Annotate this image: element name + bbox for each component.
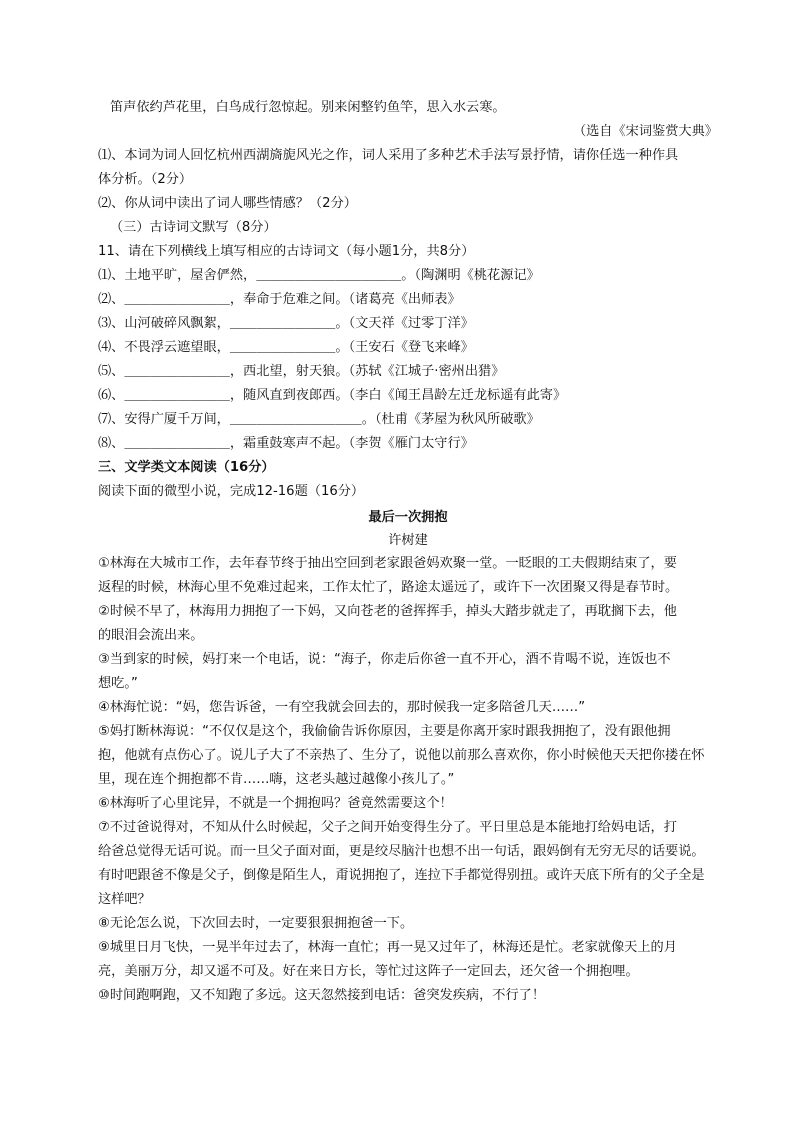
story-paragraph-line: ③当到家的时候，妈打来一个电话，说：“海子，你走后你爸一直不开心，酒不肯喝不说，连饭也不 xyxy=(98,652,671,667)
story-paragraph-line: 返程的时候，林海心里不免难过起来，工作太忙了，路途太遥远了，或许下一次团聚又得是春节时。 xyxy=(98,580,679,595)
question-11-title: 11、请在下列横线上填写相应的古诗词文（每小题1分，共8分） xyxy=(98,244,475,259)
fill-item: ⑺、安得广厦千万间，＿＿＿＿＿＿＿＿＿＿。（杜甫《茅屋为秋风所破歌》 xyxy=(98,412,540,427)
poem-source: （选自《宋词鉴赏大典》 xyxy=(572,124,718,139)
story-paragraph-line: 的眼泪会流出来。 xyxy=(98,628,204,643)
fill-item: ⑻、＿＿＿＿＿＿＿＿，霜重鼓寒声不起。（李贺《雁门太守行》 xyxy=(98,436,474,451)
story-paragraph-line: 抱，他就有点伤心了。说儿子大了不亲热了、生分了，说他以前那么喜欢你，你小时候他天天把你搂在怀 xyxy=(98,748,705,763)
poem-tail: 笛声依约芦花里，白鸟成行忽惊起。别来闲整钓鱼竿，思入水云寒。 xyxy=(110,100,506,115)
story-title: 最后一次拥抱 xyxy=(368,510,448,525)
question-1-line2: 体分析。（2分） xyxy=(98,172,193,187)
section-3-title: （三）古诗词文默写（8分） xyxy=(110,220,277,235)
story-paragraph-line: 亮，美丽万分，却又遥不可及。好在来日方长，等忙过这阵子一定回去，还欠爸一个拥抱哩。 xyxy=(98,964,639,979)
fill-item: ⑴、土地平旷，屋舍俨然，＿＿＿＿＿＿＿＿＿＿＿。（陶渊明《桃花源记》 xyxy=(98,268,540,283)
question-1-line1: ⑴、本词为词人回忆杭州西湖旖旎风光之作，词人采用了多种艺术手法写景抒情，请你任选一种作具 xyxy=(98,148,679,163)
story-paragraph-line: ⑧无论怎么说，下次回去时，一定要狠狠拥抱爸一下。 xyxy=(98,916,414,931)
story-paragraph-line: ⑤妈打断林海说：“不仅仅是这个，我偷偷告诉你原因，主要是你离开家时跟我拥抱了，没有跟他拥 xyxy=(98,724,671,739)
story-paragraph-line: ①林海在大城市工作，去年春节终于抽出空回到老家跟爸妈欢聚一堂。一眨眼的工夫假期结束了，要 xyxy=(98,556,677,571)
story-paragraph-line: ②时候不早了，林海用力拥抱了一下妈，又向苍老的爸挥挥手，掉头大踏步就走了，再耽搁下去，他 xyxy=(98,604,677,619)
fill-item: ⑷、不畏浮云遮望眼，＿＿＿＿＿＿＿＿。（王安石《登飞来峰》 xyxy=(98,340,474,355)
fill-item: ⑶、山河破碎风飘絮，＿＿＿＿＿＿＿＿。（文天祥《过零丁洋》 xyxy=(98,316,474,331)
section-literary-title: 三、文学类文本阅读（16分） xyxy=(98,460,275,475)
story-paragraph-line: 里，现在连个拥抱都不肯……嗨，这老头越过越像小孩儿了。” xyxy=(98,772,455,787)
story-paragraph-line: 这样吧？ xyxy=(98,892,151,907)
question-2: ⑵、你从词中读出了词人哪些情感？（2分） xyxy=(98,196,357,211)
fill-item: ⑵、＿＿＿＿＿＿＿＿，奉命于危难之间。（诸葛亮《出师表》 xyxy=(98,292,461,307)
story-paragraph-line: ⑥林海听了心里诧异，不就是一个拥抱吗？爸竟然需要这个！ xyxy=(98,796,453,811)
story-paragraph-line: ④林海忙说：“妈，您告诉爸，一有空我就会回去的，那时候我一定多陪爸几天……” xyxy=(98,700,586,715)
story-paragraph-line: 给爸总觉得无话可说。而一旦父子面对面，更是绞尽脑汁也想不出一句话，跟妈倒有无穷无尽的话要说。 xyxy=(98,844,705,859)
fill-item: ⑹、＿＿＿＿＿＿＿＿，随风直到夜郎西。（李白《闻王昌龄左迁龙标遥有此寄》 xyxy=(98,388,567,403)
fill-item: ⑸、＿＿＿＿＿＿＿＿，西北望，射天狼。（苏轼《江城子·密州出猎》 xyxy=(98,364,505,379)
story-author: 许树建 xyxy=(388,533,428,548)
story-paragraph-line: ⑦不过爸说得对，不知从什么时候起，父子之间开始变得生分了。平日里总是本能地打给妈电话，打 xyxy=(98,820,677,835)
reading-instruction: 阅读下面的微型小说，完成12-16题（16分） xyxy=(98,484,365,499)
story-paragraph-line: 有时吧跟爸不像是父子，倒像是陌生人，甭说拥抱了，连拉下手都觉得别扭。或许天底下所有的父子全是 xyxy=(98,868,705,883)
story-paragraph-line: ⑩时间跑啊跑，又不知跑了多远。这天忽然接到电话：爸突发疾病，不行了！ xyxy=(98,988,546,1003)
story-paragraph-line: 想吃。” xyxy=(98,676,138,691)
story-paragraph-line: ⑨城里日月飞快，一晃半年过去了，林海一直忙；再一晃又过年了，林海还是忙。老家就像天上的月 xyxy=(98,940,677,955)
